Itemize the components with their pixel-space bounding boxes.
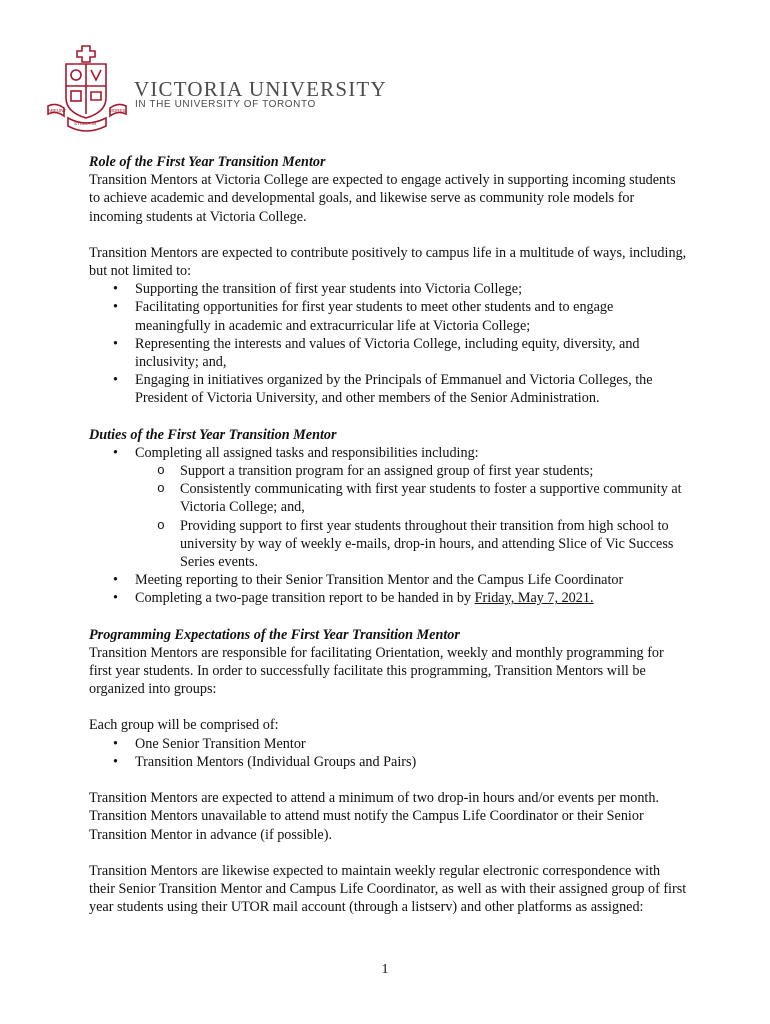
programming-heading: Programming Expectations of the First Year Transition Mentor bbox=[89, 626, 460, 643]
programming-paragraph-2: Each group will be comprised of: bbox=[89, 717, 279, 734]
list-item: • Transition Mentors (Individual Groups and Pairs) bbox=[89, 753, 689, 771]
crest-motto-center: STUDIA IN bbox=[74, 121, 97, 126]
role-paragraph-2: Transition Mentors are expected to contribute positively to campus life in a multitude of ways, including, but not limited to: bbox=[89, 244, 687, 280]
list-item: • Engaging in initiatives organized by the Principals of Emmanuel and Victoria Colleges, the President of Victoria University, and other members of the Senior Administration. bbox=[89, 371, 689, 407]
role-paragraph-1: Transition Mentors at Victoria College are expected to engage actively in supporting incoming students to achieve academic and developmental goals, and likewise serve as community role models for incoming students at Victoria College. bbox=[89, 172, 676, 225]
programming-paragraph-4: Transition Mentors are likewise expected to maintain weekly regular electronic correspondence with their Senior Transition Mentor and Campus Life Coordinator, as well as with their assigned group of first year students using their UTOR mail account (through a listserv) and other platforms as assigned: bbox=[89, 862, 687, 916]
crest-motto-right: MORES bbox=[109, 108, 126, 113]
list-item bbox=[89, 589, 689, 607]
duties-bullet-3-text: Completing a two-page transition report to be handed in by bbox=[135, 590, 475, 607]
duties-heading: Duties of the First Year Transition Mentor bbox=[89, 426, 337, 443]
university-name: VICTORIA UNIVERSITY bbox=[134, 77, 387, 101]
sub-list-item: o Providing support to first year students throughout their transition from high school to university by way of weekly e-mails, drop-in hours, and attending Slice of Vic Success Series events. bbox=[135, 517, 689, 572]
duties-sub-list bbox=[135, 462, 689, 571]
role-heading: Role of the First Year Transition Mentor bbox=[89, 154, 326, 170]
list-item: • Facilitating opportunities for first year students to meet other students and to engage meaningfully in academic and extracurricular life at Victoria College; bbox=[89, 298, 689, 334]
report-due-date: Friday, May 7, 2021. bbox=[474, 590, 594, 607]
sub-list-item: o Consistently communicating with first year students to foster a supportive community at Victoria College; and, bbox=[135, 480, 689, 516]
group-composition-list bbox=[89, 735, 689, 771]
crest-icon bbox=[46, 44, 128, 132]
crest-motto-left: ABEUNT bbox=[48, 108, 67, 113]
duties-bullet-1: Completing all assigned tasks and responsibilities including: bbox=[135, 444, 479, 461]
list-item: • Supporting the transition of first year students into Victoria College; bbox=[89, 280, 689, 298]
list-item: • Representing the interests and values of Victoria College, including equity, diversity, and inclusivity; and, bbox=[89, 335, 689, 371]
duties-bullet-list bbox=[89, 444, 689, 608]
sub-list-item: o Support a transition program for an assigned group of first year students; bbox=[135, 462, 689, 480]
page-number: 1 bbox=[381, 962, 389, 977]
list-item: • Meeting reporting to their Senior Transition Mentor and the Campus Life Coordinator bbox=[89, 571, 689, 589]
university-tagline: IN THE UNIVERSITY OF TORONTO bbox=[135, 99, 316, 110]
university-logo bbox=[46, 44, 387, 132]
programming-paragraph-1: Transition Mentors are responsible for facilitating Orientation, weekly and monthly programming for first year students. In order to successfully facilitate this programming, Transition Mentors will be organized into groups: bbox=[89, 644, 664, 698]
role-bullet-list bbox=[89, 280, 689, 407]
programming-paragraph-3: Transition Mentors are expected to attend a minimum of two drop-in hours and/or events per month. Transition Mentors unavailable to attend must notify the Campus Life Coordinator or their Senior Transition Mentor in advance (if possible). bbox=[89, 790, 660, 843]
list-item bbox=[89, 444, 689, 571]
list-item: • One Senior Transition Mentor bbox=[89, 735, 689, 753]
document-body bbox=[89, 153, 689, 916]
